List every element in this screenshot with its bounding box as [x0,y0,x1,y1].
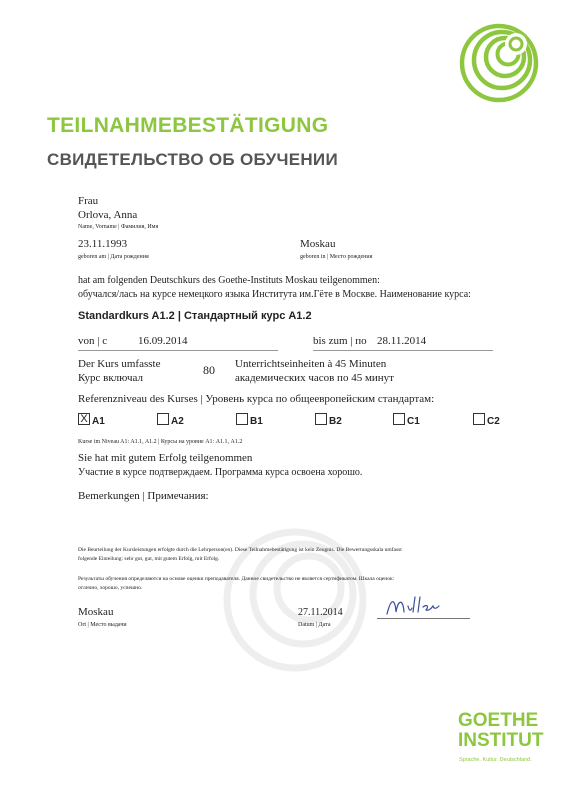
from-date: 16.09.2014 [138,335,188,347]
checkbox-c1[interactable] [393,413,405,425]
hours-label-de: Der Kurs umfasste [78,358,161,370]
footnote-ru-1: Результаты обучения определяются на основе оценки преподавателя. Данное свидетельство не является сертификатом. Шкала оценок: [78,576,395,582]
checkbox-a2-label: A2 [171,416,184,427]
courses-note: Kurse im Niveau A1: A1.1, A1.2 | Курсы на уровне А1: А1.1, А1.2 [78,439,243,445]
page-title-ru: СВИДЕТЕЛЬСТВО ОБ ОБУЧЕНИИ [47,150,338,169]
issue-date-caption: Datum | Дата [298,622,331,628]
level-label: Referenzniveau des Kurses | Уровень курса по общеевропейским стандартам: [78,393,435,405]
footnote-de-2: folgende Einteilung: sehr gut, gut, mit gutem Erfolg, mit Erfolg. [78,556,220,562]
hours-unit-ru: академических часов по 45 минут [235,372,394,384]
signature-line [377,618,470,619]
birth-place: Moskau [300,238,336,250]
checkbox-a1[interactable]: X [78,413,90,425]
checkbox-b1[interactable] [236,413,248,425]
result-ru: Участие в курсе подтверждаем. Программа курса освоена хорошо. [78,467,363,478]
checkbox-a2[interactable] [157,413,169,425]
salutation: Frau [78,195,99,207]
birth-date-caption: geboren am | Дата рождения [78,254,149,260]
course-name: Standardkurs A1.2 | Стандартный курс А1.2 [78,310,312,322]
checkbox-c2-label: C2 [487,416,500,427]
checkbox-a1-label: A1 [92,416,105,427]
to-date: 28.11.2014 [377,335,427,347]
footnote-ru-2: отлично, хорошо, успешно. [78,585,143,591]
issue-place: Moskau [78,606,114,618]
signature [383,594,443,618]
brand-tagline: Sprache. Kultur. Deutschland. [459,757,532,763]
to-date-line [313,350,493,351]
checkbox-c2[interactable] [473,413,485,425]
issue-date: 27.11.2014 [298,607,343,618]
name-caption: Name, Vorname | Фамилия, Имя [78,224,159,230]
footnote-de-1: Die Beurteilung der Kursleistungen erfolgte durch die Lehrperson(en). Diese Teilnahmebestätigung ist kein Zeugnis. Die Bewertungsskala umfasst [78,547,402,553]
course-intro-ru: обучался/лась на курсе немецкого языка Института им.Гёте в Москве. Наименование курса: [78,289,471,300]
brand-name-line2: INSTITUT [458,730,544,751]
checkbox-b2[interactable] [315,413,327,425]
checkbox-c1-label: C1 [407,416,420,427]
birth-place-caption: geboren in | Место рождения [300,254,373,260]
person-name: Orlova, Anna [78,209,138,221]
brand-name-line1: GOETHE [458,710,539,731]
hours-unit-de: Unterrichtseinheiten à 45 Minuten [235,358,387,370]
hours-value: 80 [203,363,215,377]
checkbox-b1-label: B1 [250,416,263,427]
result-de: Sie hat mit gutem Erfolg teilgenommen [78,452,253,464]
goethe-logo-icon [458,22,540,104]
page-title: TEILNAHMEBESTÄTIGUNG [47,114,329,137]
hours-label-ru: Курс включал [78,372,143,384]
watermark-logo [215,520,375,680]
checkbox-b2-label: B2 [329,416,342,427]
from-label: von | с [78,335,108,347]
to-label: bis zum | по [313,335,367,347]
issue-place-caption: Ort | Место выдачи [78,622,127,628]
from-date-line [78,350,278,351]
course-intro-de: hat am folgenden Deutschkurs des Goethe-Instituts Moskau teilgenommen: [78,275,380,286]
birth-date: 23.11.1993 [78,238,128,250]
remarks-label: Bemerkungen | Примечания: [78,490,209,502]
